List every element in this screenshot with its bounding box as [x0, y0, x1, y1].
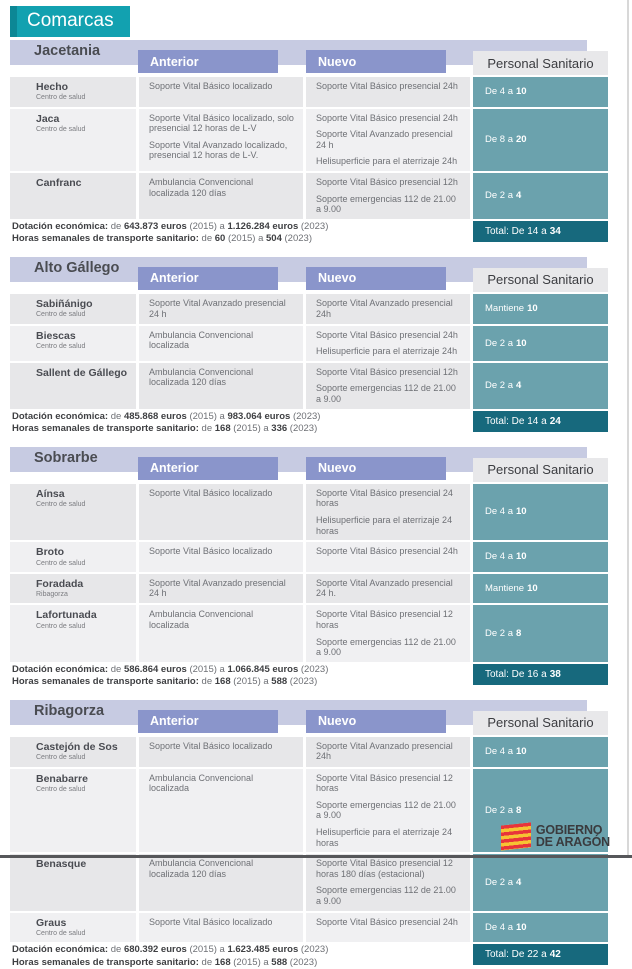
column-header-anterior: Anterior [138, 710, 278, 733]
town-cell: Biescas Centro de salud [10, 326, 136, 361]
town-cell: Foradada Ribagorza [10, 574, 136, 604]
section-header [10, 257, 608, 292]
anterior-cell: Soporte Vital Básico localizado [139, 737, 303, 767]
comarca-name: Ribagorza [34, 702, 105, 719]
section-footer [10, 664, 608, 689]
personal-badge: De 4 a 10 [473, 484, 608, 540]
anterior-cell: Ambulancia Convencional localizada 120 días [139, 173, 303, 219]
dotacion-economica: Dotación económica: de 643.873 euros (2015) a 1.126.284 euros (2023) [12, 220, 329, 232]
anterior-cell: Ambulancia Convencional localizada [139, 326, 303, 361]
table-row [10, 326, 608, 361]
nuevo-cell: Soporte Vital Básico presencial 12 horas 180 días (estacional) Soporte emergencias 112 de 21.00 a 9.00 [306, 854, 470, 910]
nuevo-cell: Soporte Vital Básico presencial 24h [306, 542, 470, 572]
anterior-cell: Ambulancia Convencional localizada [139, 605, 303, 661]
nuevo-cell: Soporte Vital Avanzado presencial 24h [306, 737, 470, 767]
table-row [10, 484, 608, 540]
footnotes [10, 944, 473, 969]
personal-badge: De 2 a 4 [473, 173, 608, 219]
nuevo-cell: Soporte Vital Básico presencial 12h Soporte emergencias 112 de 21.00 a 9.00 [306, 363, 470, 409]
table-row [10, 542, 608, 572]
column-header-personal-sanitario: Personal Sanitario [473, 711, 608, 735]
town-cell: Sabiñánigo Centro de salud [10, 294, 136, 324]
page-title: Comarcas [10, 6, 130, 37]
nuevo-cell: Soporte Vital Básico presencial 12 horas Soporte emergencias 112 de 21.00 a 9.00 Helisuperficie para el aterrizaje 24 horas [306, 769, 470, 853]
town-cell: Canfranc [10, 173, 136, 219]
page-right-border [627, 0, 629, 858]
column-header-anterior: Anterior [138, 457, 278, 480]
rows [10, 77, 608, 219]
table-row [10, 77, 608, 107]
nuevo-cell: Soporte Vital Básico presencial 12h Soporte emergencias 112 de 21.00 a 9.00 [306, 173, 470, 219]
town-cell: Aínsa Centro de salud [10, 484, 136, 540]
total-badge: Total: De 16 a 38 [473, 664, 608, 685]
page-bottom-border [0, 855, 632, 858]
table-row [10, 173, 608, 219]
anterior-cell: Soporte Vital Básico localizado, solo presencial 12 horas de L-V Soporte Vital Avanzado localizado, presencial 12 horas de L-V. [139, 109, 303, 171]
comarca-name: Sobrarbe [34, 449, 98, 466]
column-header-personal-sanitario: Personal Sanitario [473, 458, 608, 482]
section-footer [10, 221, 608, 246]
anterior-cell: Soporte Vital Básico localizado [139, 484, 303, 540]
personal-badge: De 2 a 8 [473, 769, 608, 853]
footnotes [10, 221, 473, 246]
anterior-cell: Ambulancia Convencional localizada 120 días [139, 854, 303, 910]
comarca-name: Alto Gállego [34, 259, 120, 276]
footnotes [10, 411, 473, 436]
anterior-cell: Soporte Vital Avanzado presencial 24 h [139, 574, 303, 604]
town-cell: Broto Centro de salud [10, 542, 136, 572]
nuevo-cell: Soporte Vital Avanzado presencial 24 h. [306, 574, 470, 604]
personal-badge: De 2 a 10 [473, 326, 608, 361]
anterior-cell: Ambulancia Convencional localizada 120 días [139, 363, 303, 409]
personal-badge: Mantiene 10 [473, 294, 608, 324]
section-footer [10, 944, 608, 969]
section-jacetania [10, 40, 608, 246]
anterior-cell: Ambulancia Convencional localizada [139, 769, 303, 853]
nuevo-cell: Soporte Vital Básico presencial 24h Soporte Vital Avanzado presencial 24 h Helisuperficie para el aterrizaje 24h [306, 109, 470, 171]
town-cell: Graus Centro de salud [10, 913, 136, 943]
horas-transporte: Horas semanales de transporte sanitario: de 168 (2015) a 588 (2023) [12, 676, 318, 688]
town-cell: Castejón de Sos Centro de salud [10, 737, 136, 767]
column-header-personal-sanitario: Personal Sanitario [473, 51, 608, 75]
table-row [10, 574, 608, 604]
column-header-nuevo: Nuevo [306, 267, 446, 290]
anterior-cell: Soporte Vital Básico localizado [139, 913, 303, 943]
footnotes [10, 664, 473, 689]
total-badge: Total: De 14 a 24 [473, 411, 608, 432]
table-row [10, 737, 608, 767]
town-cell: Benabarre Centro de salud [10, 769, 136, 853]
dotacion-economica: Dotación económica: de 680.392 euros (2015) a 1.623.485 euros (2023) [12, 944, 329, 956]
personal-badge: Mantiene 10 [473, 574, 608, 604]
town-cell: Hecho Centro de salud [10, 77, 136, 107]
personal-badge: De 2 a 8 [473, 605, 608, 661]
horas-transporte: Horas semanales de transporte sanitario: de 168 (2015) a 336 (2023) [12, 423, 318, 435]
personal-badge: De 4 a 10 [473, 77, 608, 107]
table-row [10, 605, 608, 661]
town-cell: Jaca Centro de salud [10, 109, 136, 171]
nuevo-cell: Soporte Vital Básico presencial 24h Helisuperficie para el aterrizaje 24h [306, 326, 470, 361]
personal-badge: De 4 a 10 [473, 737, 608, 767]
section-sobrarbe [10, 447, 608, 689]
dotacion-economica: Dotación económica: de 485.868 euros (2015) a 983.064 euros (2023) [12, 410, 321, 422]
section-header [10, 40, 608, 75]
logo-text: GOBIERNO DE ARAGÓN [535, 822, 610, 850]
table-row [10, 913, 608, 943]
section-header [10, 447, 608, 482]
total-badge: Total: De 22 a 42 [473, 944, 608, 965]
rows [10, 484, 608, 662]
nuevo-cell: Soporte Vital Avanzado presencial 24h [306, 294, 470, 324]
column-header-nuevo: Nuevo [306, 50, 446, 73]
town-cell: Sallent de Gállego [10, 363, 136, 409]
nuevo-cell: Soporte Vital Básico presencial 12 horas Soporte emergencias 112 de 21.00 a 9.00 [306, 605, 470, 661]
personal-badge: De 2 a 4 [473, 854, 608, 910]
section-header [10, 700, 608, 735]
anterior-cell: Soporte Vital Básico localizado [139, 77, 303, 107]
gobierno-aragon-logo [501, 824, 610, 850]
table-row [10, 294, 608, 324]
personal-badge: De 8 a 20 [473, 109, 608, 171]
nuevo-cell: Soporte Vital Básico presencial 24h [306, 913, 470, 943]
column-header-nuevo: Nuevo [306, 710, 446, 733]
nuevo-cell: Soporte Vital Básico presencial 24h [306, 77, 470, 107]
nuevo-cell: Soporte Vital Básico presencial 24 horas Helisuperficie para el aterrizaje 24 horas [306, 484, 470, 540]
table-row [10, 854, 608, 910]
column-header-personal-sanitario: Personal Sanitario [473, 268, 608, 292]
town-cell: Benasque [10, 854, 136, 910]
personal-badge: De 2 a 4 [473, 363, 608, 409]
column-header-nuevo: Nuevo [306, 457, 446, 480]
town-cell: Lafortunada Centro de salud [10, 605, 136, 661]
aragon-flag-icon [501, 822, 531, 850]
column-header-anterior: Anterior [138, 267, 278, 290]
table-row [10, 109, 608, 171]
anterior-cell: Soporte Vital Básico localizado [139, 542, 303, 572]
anterior-cell: Soporte Vital Avanzado presencial 24 h [139, 294, 303, 324]
personal-badge: De 4 a 10 [473, 542, 608, 572]
dotacion-economica: Dotación económica: de 586.864 euros (2015) a 1.066.845 euros (2023) [12, 663, 329, 675]
personal-badge: De 4 a 10 [473, 913, 608, 943]
column-header-anterior: Anterior [138, 50, 278, 73]
section-footer [10, 411, 608, 436]
rows [10, 294, 608, 409]
total-badge: Total: De 14 a 34 [473, 221, 608, 242]
horas-transporte: Horas semanales de transporte sanitario: de 60 (2015) a 504 (2023) [12, 233, 312, 245]
horas-transporte: Horas semanales de transporte sanitario: de 168 (2015) a 588 (2023) [12, 956, 318, 968]
section-alto-gallego [10, 257, 608, 436]
table-row [10, 363, 608, 409]
comarca-name: Jacetania [34, 43, 101, 59]
